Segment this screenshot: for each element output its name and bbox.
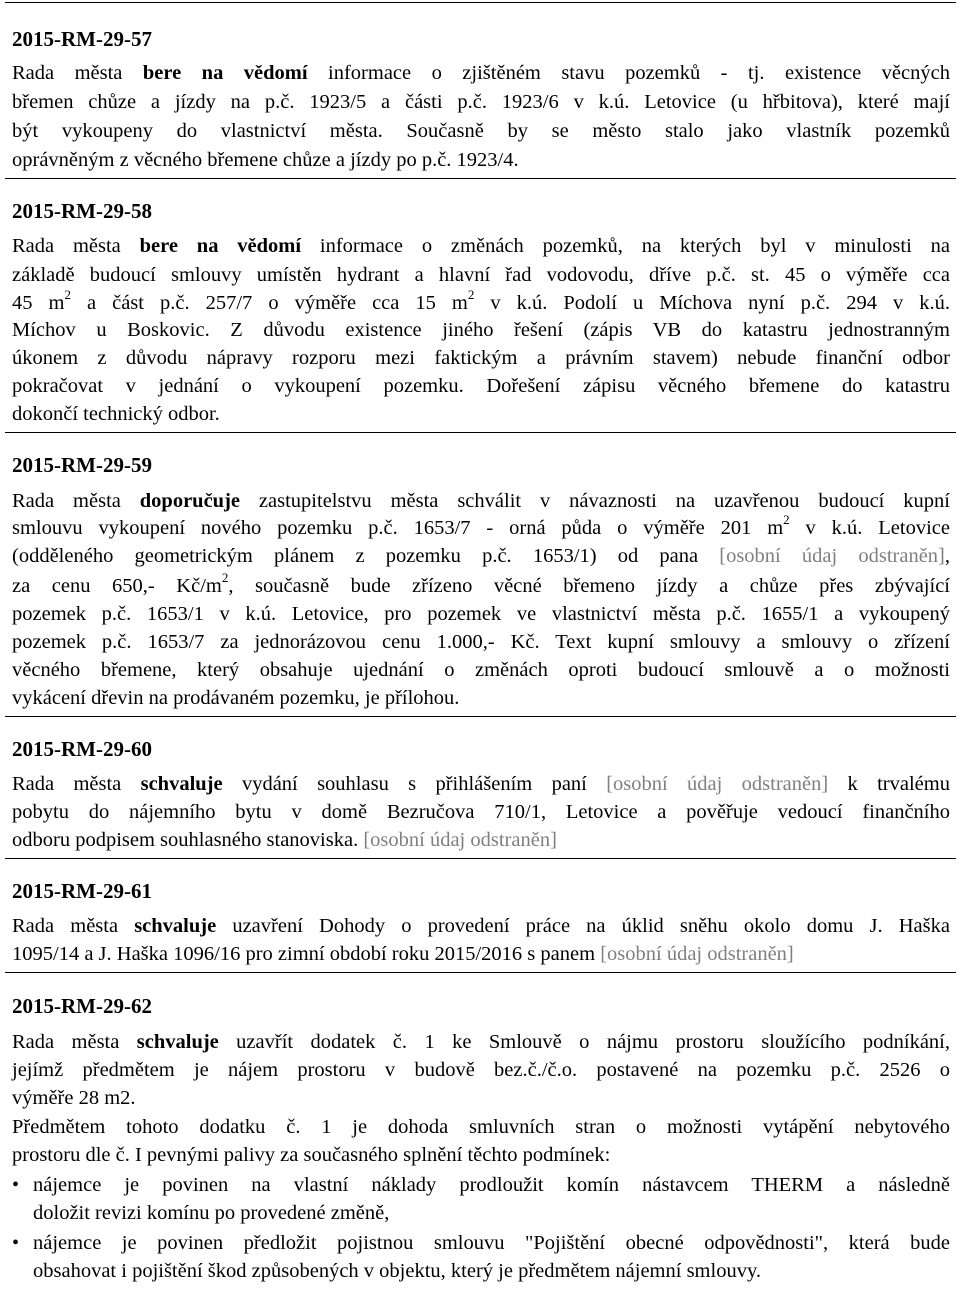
divider-rule [5,2,956,3]
paragraph-line: pokračovat v jednání o vykoupení pozemku. Dořešení zápisu věcného břemene do katastru [12,375,950,397]
paragraph-line: odboru podpisem souhlasného stanoviska. [osobní údaj odstraněn] [12,829,557,851]
resolution-id: 2015-RM-29-60 [12,737,152,761]
paragraph-line: být vykoupeny do vlastnictví města. Současně by se město stalo jako vlastník pozemků [12,120,950,142]
paragraph-line: věcného břemene, který obsahuje ujednání o změnách oproti budoucí smlouvě a o možnosti [12,659,950,681]
redacted-text: [osobní údaj odstraněn] [606,773,829,795]
paragraph-line: Rada města schvaluje uzavření Dohody o provedení práce na úklid sněhu okolo domu J. Haška [12,915,950,937]
redacted-text: [osobní údaj odstraněn] [719,545,945,567]
paragraph-line: oprávněným z věcného břemene chůze a jízdy po p.č. 1923/4. [12,149,519,171]
paragraph-line: Rada města schvaluje vydání souhlasu s přihlášením paní [osobní údaj odstraněn] k trvalému [12,773,950,795]
list-item-line: nájemce je povinen na vlastní náklady prodloužit komín nástavcem THERM a následně [33,1174,950,1196]
divider-rule [5,858,956,859]
divider-rule [5,178,956,179]
resolution-id: 2015-RM-29-57 [12,27,152,51]
paragraph-line: 1095/14 a J. Haška 1096/16 pro zimní období roku 2015/2016 s panem [osobní údaj odstraněn] [12,943,794,965]
paragraph-line: základě budoucí smlouvy umístěn hydrant a hlavní řad vodovodu, dříve p.č. st. 45 o výměře cca [12,264,950,286]
paragraph-line: břemen chůze a jízdy na p.č. 1923/5 a části p.č. 1923/6 v k.ú. Letovice (u hřbitova), které mají [12,91,950,113]
paragraph-line: smlouvu vykoupení nového pozemku p.č. 1653/7 - orná půda o výměře 201 $m^2$ v k.ú. Letovice [12,512,950,539]
paragraph-line: Předmětem tohoto dodatku č. 1 je dohoda smluvních stran o možnosti vytápění nebytového [12,1116,950,1138]
list-item-line: nájemce je povinen předložit pojistnou smlouvu "Pojištění obecné odpovědnosti", která bude [33,1232,950,1254]
paragraph-line: Rada města doporučuje zastupitelstvu města schválit v návaznosti na uzavřenou budoucí kupní [12,490,950,512]
bullet-icon: • [12,1174,20,1196]
paragraph-line: úkonem z důvodu nápravy rozporu mezi faktickým a právním stavem) nebude finanční odbor [12,347,950,369]
resolution-id: 2015-RM-29-59 [12,453,152,477]
bullet-icon: • [12,1232,20,1254]
paragraph-line: jejímž předmětem je nájem prostoru v budově bez.č./č.o. postavené na pozemku p.č. 2526 o [12,1059,950,1081]
paragraph-line: pozemek p.č. 1653/7 za jednorázovou cenu 1.000,- Kč. Text kupní smlouvy a smlouvy o zřízení [12,631,950,653]
paragraph-line: (odděleného geometrickým plánem z pozemku p.č. 1653/1) od pana [osobní údaj odstraněn], [12,545,950,567]
paragraph-line: pozemek p.č. 1653/1 v k.ú. Letovice, pro pozemek ve vlastnictví města p.č. 1655/1 a vykoupený [12,603,950,625]
paragraph-line: výměře 28 m2. [12,1087,136,1109]
paragraph-line: Rada města schvaluje uzavřít dodatek č. 1 ke Smlouvě o nájmu prostoru sloužícího podníkání, [12,1031,950,1053]
paragraph-line: vykácení dřevin na prodávaném pozemku, je přílohou. [12,687,460,709]
list-item-line: obsahovat i pojištění škod způsobených v objektu, který je předmětem nájemní smlouvy. [33,1260,761,1282]
paragraph-line: za cenu 650,- $Kč/m^2$, současně bude zřízeno věcné břemeno jízdy a chůze přes zbývající [12,570,950,597]
divider-rule [5,972,956,973]
paragraph-line: Rada města bere na vědomí informace o zjištěném stavu pozemků - tj. existence věcných [12,62,950,84]
resolution-id: 2015-RM-29-62 [12,994,152,1018]
resolution-id: 2015-RM-29-58 [12,199,152,223]
paragraph-line: dokončí technický odbor. [12,403,220,425]
paragraph-line: Míchov u Boskovic. Z důvodu existence jiného řešení (zápis VB do katastru jednostranným [12,319,950,341]
divider-rule [5,716,956,717]
resolution-id: 2015-RM-29-61 [12,879,152,903]
divider-rule [5,432,956,433]
list-item-line: doložit revizi komínu po provedené změně, [33,1202,390,1224]
redacted-text: [osobní údaj odstraněn] [363,829,557,851]
paragraph-line: pobytu do nájemního bytu v domě Bezručova 710/1, Letovice a pověřuje vedoucí finančního [12,801,950,823]
paragraph-line: 45 $m^2$ a část p.č. 257/7 o výměře cca 15 $m^2$ v k.ú. Podolí u Míchova nyní p.č. 294 v k.ú. [12,287,950,314]
redacted-text: [osobní údaj odstraněn] [600,943,794,965]
paragraph-line: prostoru dle č. I pevnými palivy za současného splnění těchto podmínek: [12,1144,611,1166]
paragraph-line: Rada města bere na vědomí informace o změnách pozemků, na kterých byl v minulosti na [12,235,950,257]
